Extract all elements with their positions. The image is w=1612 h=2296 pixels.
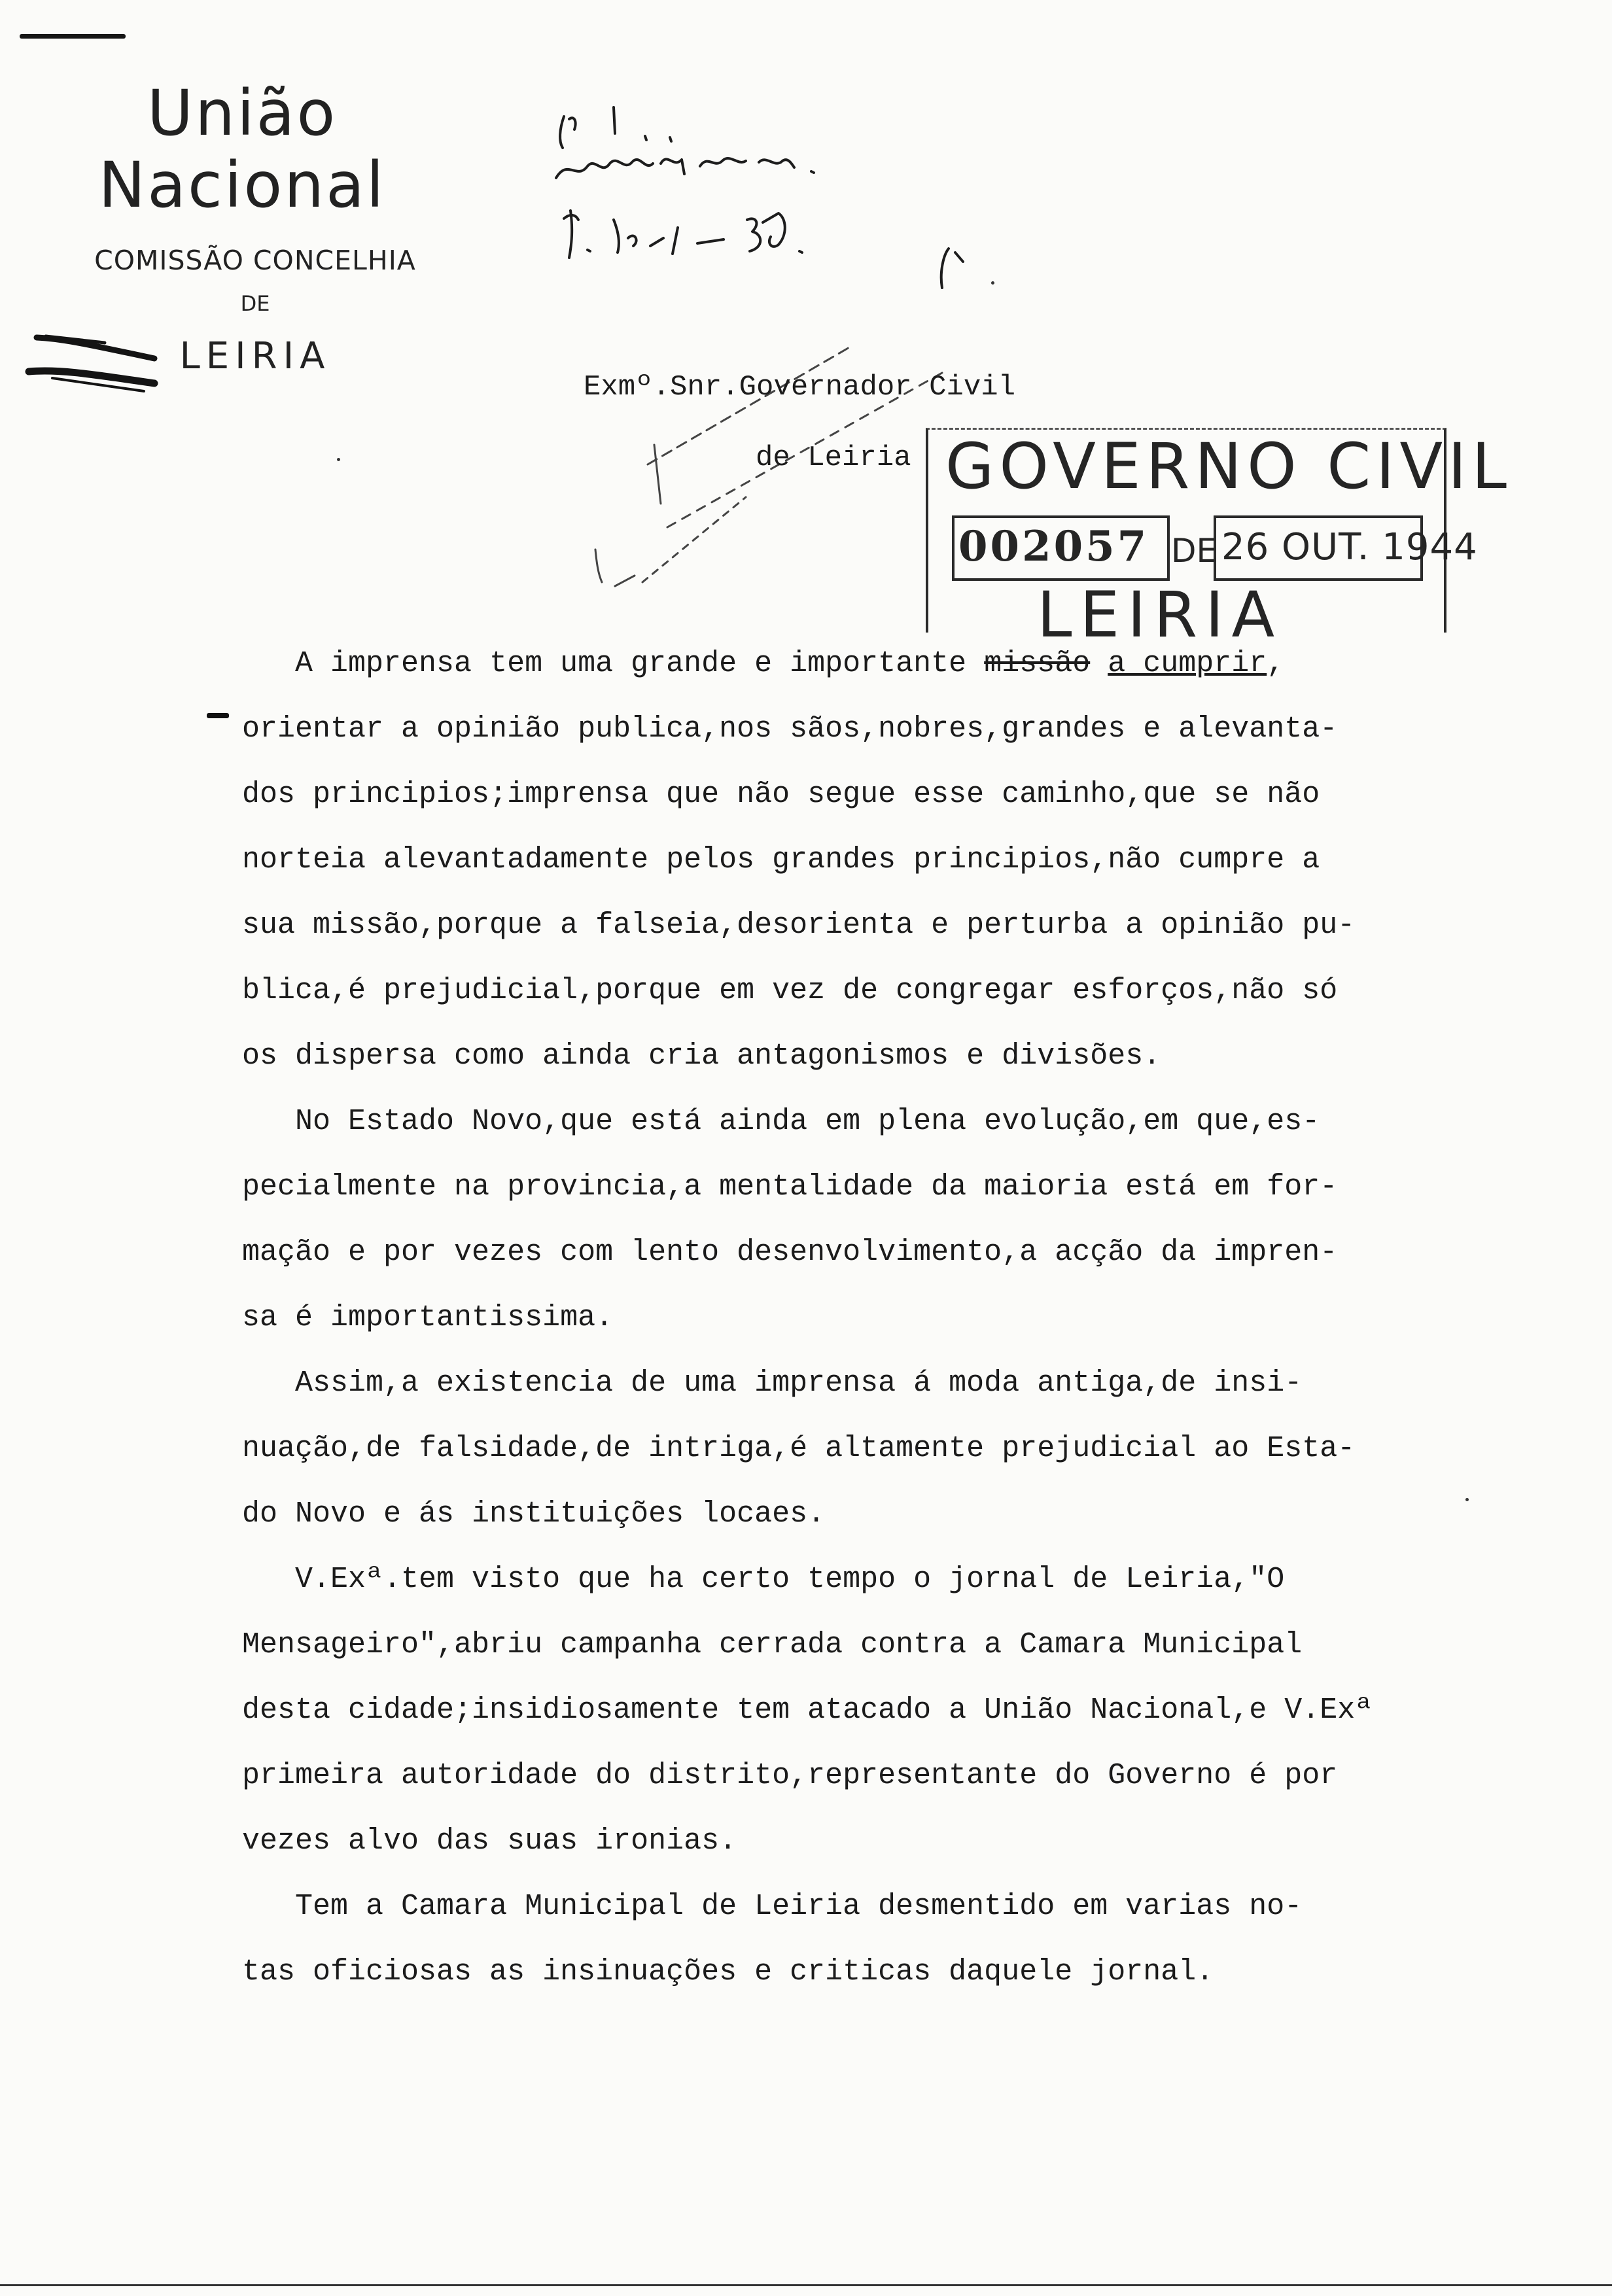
paragraph-4 bbox=[242, 1547, 1485, 1874]
stamp-city: LEIRIA bbox=[1037, 578, 1283, 652]
text-line: dos principios;imprensa que não segue esse caminho,que se não bbox=[242, 778, 1320, 811]
stamp-de: DE bbox=[1171, 532, 1218, 570]
speck bbox=[337, 458, 340, 461]
speck bbox=[1465, 1498, 1469, 1501]
organization-commission: COMISSÃO CONCELHIA bbox=[94, 245, 416, 276]
text-line: os dispersa como ainda cria antagonismos e divisões. bbox=[242, 1039, 1161, 1073]
text-line: tas oficiosas as insinuações e criticas daquele jornal. bbox=[242, 1955, 1214, 1989]
text-segment bbox=[1090, 647, 1108, 680]
organization-name: União Nacional bbox=[98, 77, 386, 222]
speck bbox=[991, 281, 994, 285]
text-line: sua missão,porque a falseia,desorienta e perturba a opinião pu- bbox=[242, 909, 1356, 942]
text-line: sa é importantissima. bbox=[242, 1301, 614, 1334]
text-segment: Assim,a existencia de uma imprensa á moda antiga,de insi- bbox=[295, 1366, 1303, 1400]
organization-de: DE bbox=[240, 291, 270, 316]
margin-dash bbox=[207, 713, 229, 718]
paragraph-1 bbox=[242, 631, 1485, 1089]
handwritten-annotation bbox=[530, 98, 1066, 307]
stamp-date: 26 OUT. 1944 bbox=[1221, 526, 1478, 568]
text-line bbox=[242, 1089, 1485, 1155]
text-line: desta cidade;insidiosamente tem atacado a União Nacional,e V.Exª bbox=[242, 1694, 1373, 1727]
text-segment: A imprensa tem uma grande e importante bbox=[295, 647, 985, 680]
text-line: nuação,de falsidade,de intriga,é altamente prejudicial ao Esta- bbox=[242, 1432, 1356, 1465]
text-segment: Tem a Camara Municipal de Leiria desmentido em varias no- bbox=[295, 1890, 1303, 1923]
struck-text: missão bbox=[984, 647, 1091, 680]
text-line: norteia alevantadamente pelos grandes principios,não cumpre a bbox=[242, 843, 1320, 877]
margin-scratch-marks bbox=[26, 327, 170, 406]
text-line: blica,é prejudicial,porque em vez de congregar esforços,não só bbox=[242, 974, 1338, 1007]
bottom-rule bbox=[0, 2284, 1612, 2286]
text-segment: V.Exª.tem visto que ha certo tempo o jornal de Leiria,"O bbox=[295, 1563, 1285, 1596]
organization-city: LEIRIA bbox=[179, 335, 331, 377]
text-line: pecialmente na provincia,a mentalidade da maioria está em for- bbox=[242, 1170, 1338, 1204]
text-segment: , bbox=[1267, 647, 1285, 680]
text-line bbox=[242, 1351, 1485, 1416]
text-line: primeira autoridade do distrito,representante do Governo é por bbox=[242, 1759, 1338, 1792]
text-line: mação e por vezes com lento desenvolvimento,a acção da impren- bbox=[242, 1236, 1338, 1269]
paragraph-3 bbox=[242, 1351, 1485, 1547]
letter-body bbox=[242, 631, 1485, 2005]
addressee-line-1: Exmº.Snr.Governador Civil bbox=[584, 371, 1016, 404]
text-line bbox=[242, 1874, 1485, 1939]
text-segment: No Estado Novo,que está ainda em plena evolução,em que,es- bbox=[295, 1105, 1320, 1138]
underlined-text: a cumprir bbox=[1108, 647, 1267, 680]
text-line bbox=[242, 631, 1485, 697]
text-line: Mensageiro",abriu campanha cerrada contra a Camara Municipal bbox=[242, 1628, 1303, 1661]
paragraph-5 bbox=[242, 1874, 1485, 2005]
stamp-title: GOVERNO CIVIL bbox=[945, 430, 1512, 503]
corner-mark bbox=[20, 34, 126, 39]
text-line: orientar a opinião publica,nos sãos,nobres,grandes e alevanta- bbox=[242, 712, 1338, 746]
text-line: vezes alvo das suas ironias. bbox=[242, 1824, 737, 1858]
paragraph-2 bbox=[242, 1089, 1485, 1351]
stamp-number: 002057 bbox=[958, 522, 1149, 571]
text-line bbox=[242, 1547, 1485, 1612]
addressee-line-2: de Leiria bbox=[756, 442, 911, 474]
received-stamp bbox=[926, 419, 1512, 652]
text-line: do Novo e ás instituições locaes. bbox=[242, 1497, 826, 1531]
